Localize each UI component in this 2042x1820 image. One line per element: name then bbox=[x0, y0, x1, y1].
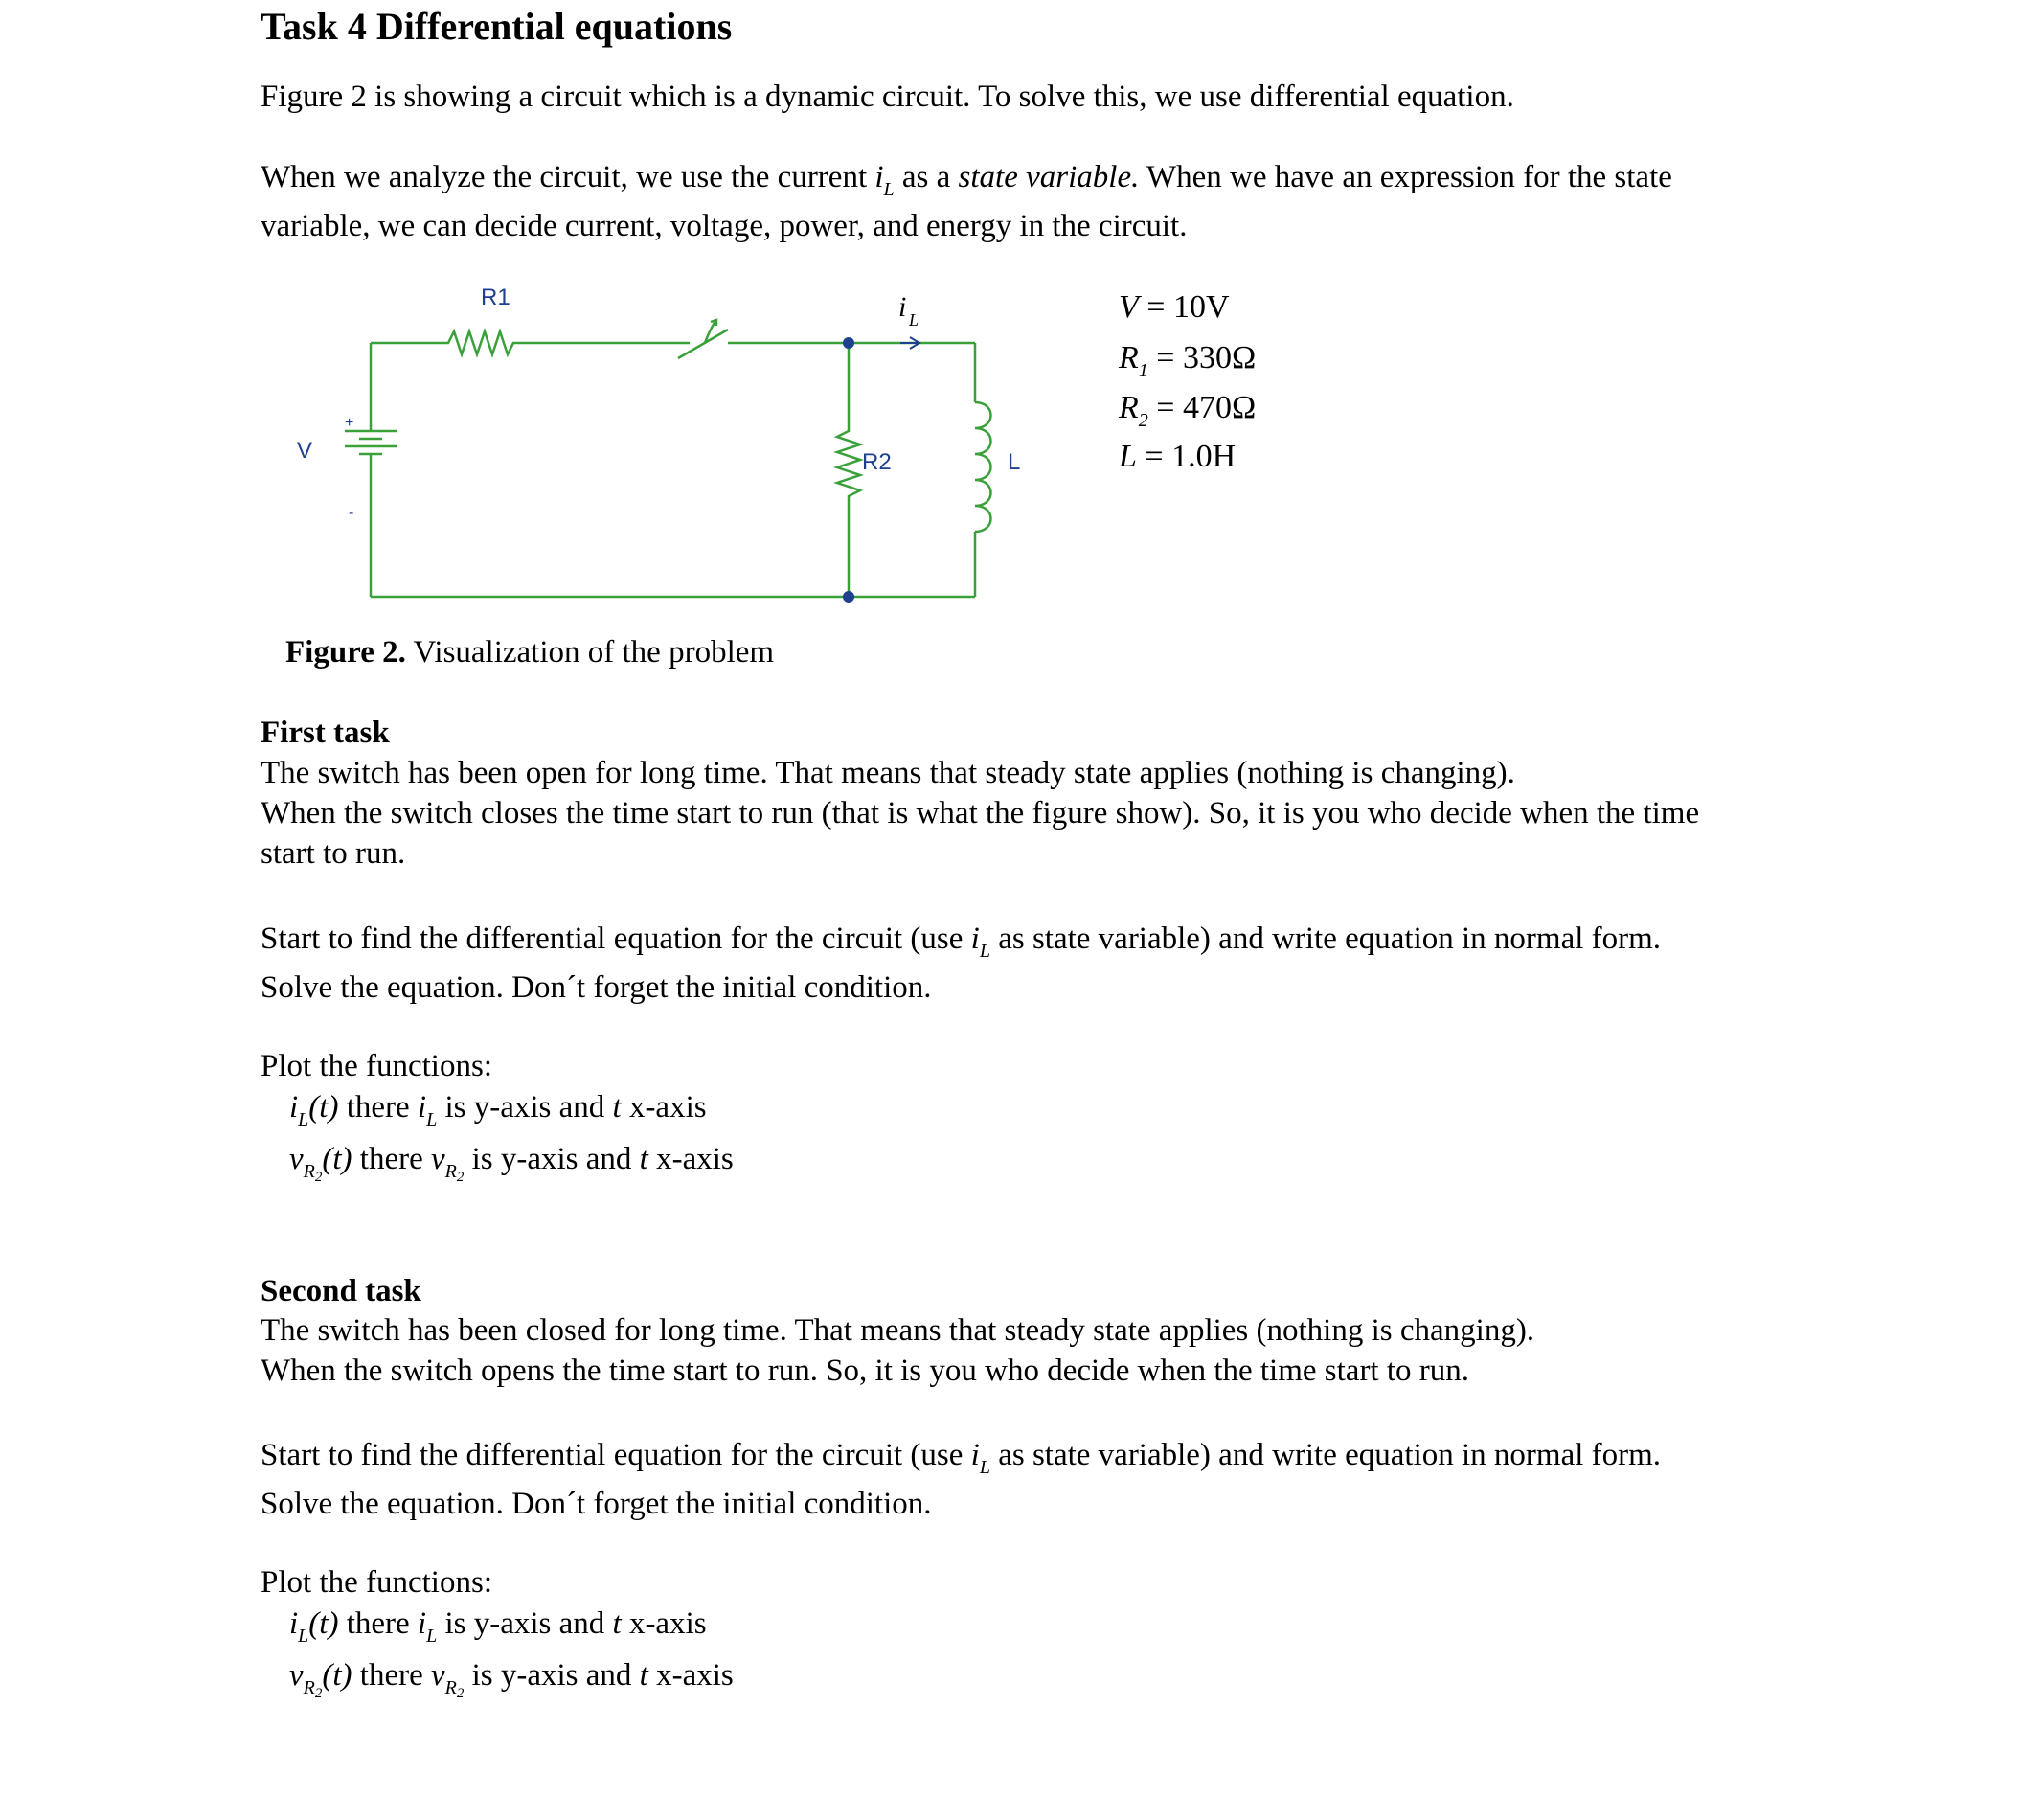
r2-label: R2 bbox=[862, 449, 892, 475]
value-l: L = 1.0H bbox=[1119, 439, 1237, 474]
intro-paragraph-2: When we analyze the circuit, we use the current $i_L$ as a state variable. When we have an expression for the state bbox=[261, 160, 1672, 200]
inductor-label: L bbox=[1008, 449, 1021, 475]
figure-caption: Figure 2. Visualization of the problem bbox=[285, 635, 775, 670]
r2-resistor bbox=[837, 421, 860, 504]
intro-paragraph-1: Figure 2 is showing a circuit which is a dynamic circuit. To solve this, we use differential equation. bbox=[261, 80, 1514, 114]
first-task-line-3: start to run. bbox=[261, 836, 406, 871]
second-task-line-1: The switch has been closed for long time. That means that steady state applies (nothing is changing). bbox=[261, 1313, 1535, 1348]
current-label-sub: L bbox=[909, 310, 919, 330]
junction-top bbox=[843, 337, 854, 349]
second-task-plot-1: $i_L(t)$ there $i_L$ is y-axis and t x-axis bbox=[289, 1606, 707, 1647]
r1-resistor bbox=[439, 331, 525, 354]
second-task-plot-2: $v_{R2}(t)$ there $v_{R2}$ is y-axis and t x-axis bbox=[289, 1658, 734, 1701]
second-task-equation-line-1: Start to find the differential equation for the circuit (use $i_L$ as state variable) and write equation in normal form. bbox=[261, 1438, 1662, 1478]
first-task-plot-2: $v_{R2}(t)$ there $v_{R2}$ is y-axis and t x-axis bbox=[289, 1142, 734, 1185]
second-task-heading: Second task bbox=[261, 1274, 421, 1308]
value-v: V = 10V bbox=[1119, 289, 1230, 325]
first-task-line-2: When the switch closes the time start to run (that is what the figure show). So, it is you who decide when the time bbox=[261, 796, 1700, 830]
value-r2: $R_2 = 470\Omega$ bbox=[1119, 390, 1257, 431]
first-task-line-1: The switch has been open for long time. That means that steady state applies (nothing is changing). bbox=[261, 756, 1515, 790]
battery-label: V bbox=[297, 438, 313, 464]
first-task-plot-1: $i_L(t)$ there $i_L$ is y-axis and t x-axis bbox=[289, 1090, 707, 1130]
page-title: Task 4 Differential equations bbox=[261, 5, 733, 48]
switch-symbol bbox=[678, 320, 743, 358]
first-task-plot-title: Plot the functions: bbox=[261, 1049, 492, 1083]
circuit-diagram bbox=[278, 278, 1025, 623]
value-r1: $R_1 = 330\Omega$ bbox=[1119, 340, 1257, 381]
first-task-heading: First task bbox=[261, 716, 390, 750]
second-task-equation-line-2: Solve the equation. Don´t forget the initial condition. bbox=[261, 1487, 932, 1521]
inductor-symbol bbox=[975, 402, 991, 532]
junction-bottom bbox=[843, 591, 854, 603]
battery-minus: - bbox=[349, 505, 354, 521]
r1-label: R1 bbox=[481, 284, 510, 310]
second-task-plot-title: Plot the functions: bbox=[261, 1565, 492, 1600]
current-label: i bbox=[898, 291, 907, 323]
intro-paragraph-3: variable, we can decide current, voltage, power, and energy in the circuit. bbox=[261, 209, 1188, 243]
first-task-equation-line-2: Solve the equation. Don´t forget the initial condition. bbox=[261, 970, 932, 1005]
battery-plus: + bbox=[345, 415, 354, 431]
first-task-equation-line-1: Start to find the differential equation for the circuit (use $i_L$ as state variable) and write equation in normal form. bbox=[261, 921, 1662, 962]
second-task-line-2: When the switch opens the time start to run. So, it is you who decide when the time start to run. bbox=[261, 1354, 1470, 1388]
